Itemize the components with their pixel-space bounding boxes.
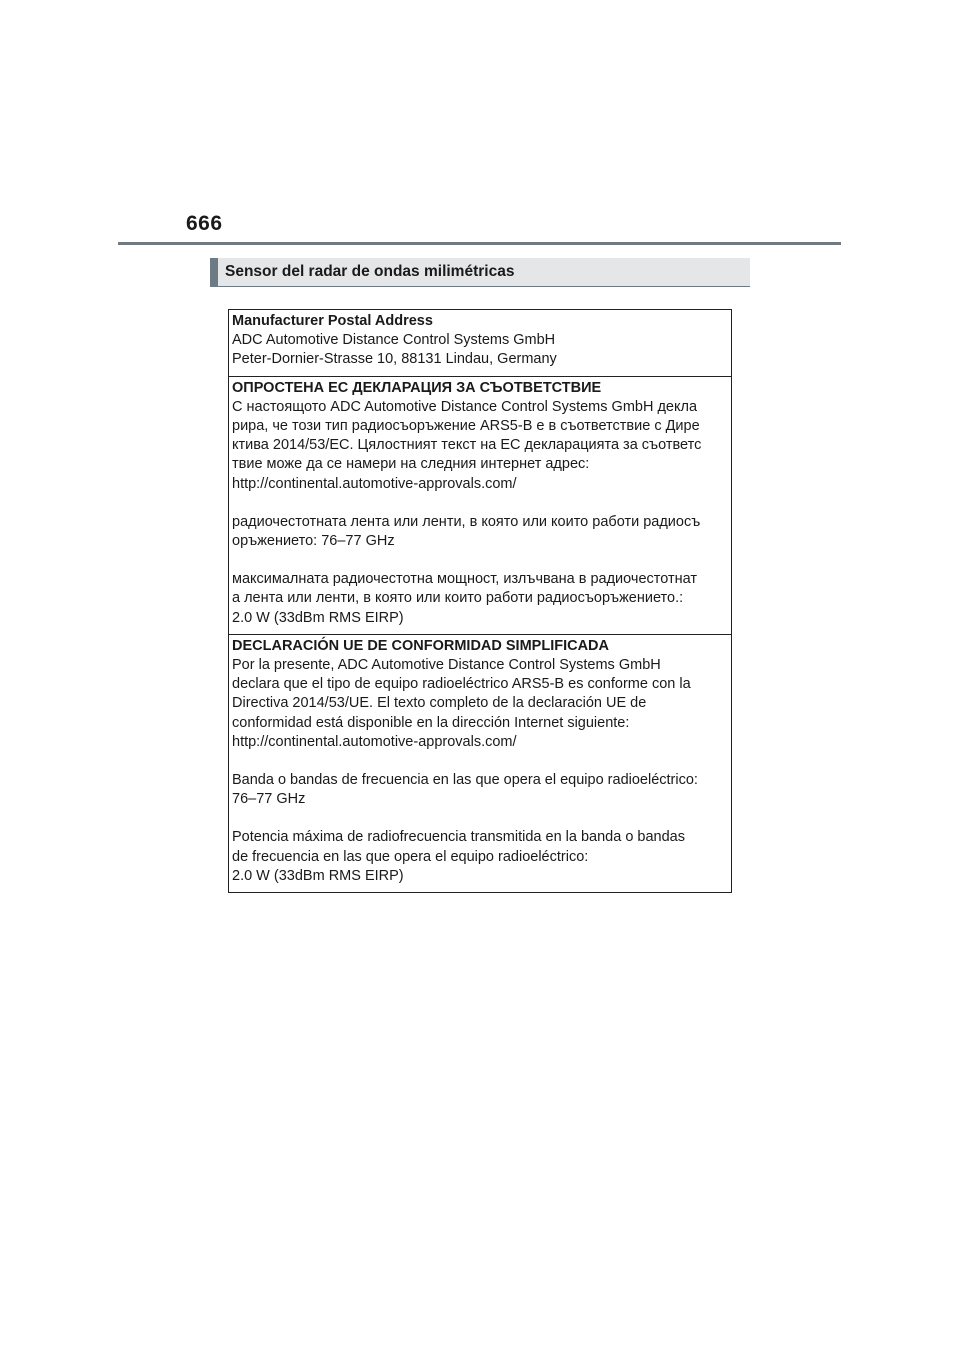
manufacturer-name: ADC Automotive Distance Control Systems GmbH — [232, 332, 556, 349]
manufacturer-address: Peter-Dornier-Strasse 10, 88131 Lindau, Germany — [232, 351, 557, 368]
spanish-text-line: Directiva 2014/53/UE. El texto completo de la declaración UE de — [232, 695, 647, 712]
spanish-power-line: Potencia máxima de radiofrecuencia transmitida en la banda o bandas — [232, 829, 685, 846]
spanish-power-line: 2.0 W (33dBm RMS EIRP) — [232, 867, 404, 884]
spanish-text-line: conformidad está disponible en la dirección Internet siguiente: — [232, 714, 630, 731]
section-title: Sensor del radar de ondas milimétricas — [210, 258, 750, 287]
spanish-url: http://continental.automotive-approvals.com/ — [232, 733, 517, 750]
spanish-heading: DECLARACIÓN UE DE CONFORMIDAD SIMPLIFICADA — [232, 637, 609, 654]
bulgarian-power-line: 2.0 W (33dBm RMS EIRP) — [232, 609, 404, 626]
spanish-text-line: declara que el tipo de equipo radioeléctrico ARS5-B es conforme con la — [232, 676, 691, 693]
spanish-band-line: Banda o bandas de frecuencia en las que opera el equipo radioeléctrico: — [232, 772, 698, 789]
page-number: 666 — [186, 212, 223, 235]
spanish-declaration-cell — [229, 634, 731, 892]
bulgarian-declaration-cell — [229, 376, 731, 634]
bulgarian-band-line: радиочестотната лента или ленти, в която или които работи радиосъ — [232, 513, 701, 530]
manufacturer-heading: Manufacturer Postal Address — [232, 313, 433, 329]
paragraph-gap — [232, 809, 729, 828]
bulgarian-text-line: твие може да се намери на следния интернет адрес: — [232, 456, 590, 473]
spanish-power-line: de frecuencia en las que opera el equipo radioeléctrico: — [232, 848, 589, 865]
bulgarian-text-line: ктива 2014/53/ЕС. Цялостният текст на ЕС декларацията за съответс — [232, 437, 702, 454]
paragraph-gap — [232, 494, 729, 513]
bulgarian-band-line: оръжението: 76–77 GHz — [232, 533, 395, 550]
spanish-band-line: 76–77 GHz — [232, 791, 306, 808]
paragraph-gap — [232, 551, 729, 570]
declaration-table — [228, 309, 732, 893]
paragraph-gap — [232, 752, 729, 771]
bulgarian-text-line: С настоящото ADC Automotive Distance Control Systems GmbH декла — [232, 398, 698, 415]
spanish-text-line: Por la presente, ADC Automotive Distance Control Systems GmbH — [232, 657, 661, 674]
bulgarian-text-line: рира, че този тип радиосъоръжение ARS5-B е в съответствие с Дире — [232, 418, 700, 435]
bulgarian-power-line: максималната радиочестотна мощност, излъчвана в радиочестотнат — [232, 571, 698, 588]
bulgarian-power-line: а лента или ленти, в която или които работи радиосъоръжението.: — [232, 590, 684, 607]
bulgarian-heading: ОПРОСТЕНА ЕС ДЕКЛАРАЦИЯ ЗА СЪОТВЕТСТВИЕ — [232, 379, 602, 396]
header-rule — [118, 242, 841, 245]
bulgarian-url: http://continental.automotive-approvals.com/ — [232, 475, 517, 492]
manufacturer-cell — [229, 310, 731, 376]
